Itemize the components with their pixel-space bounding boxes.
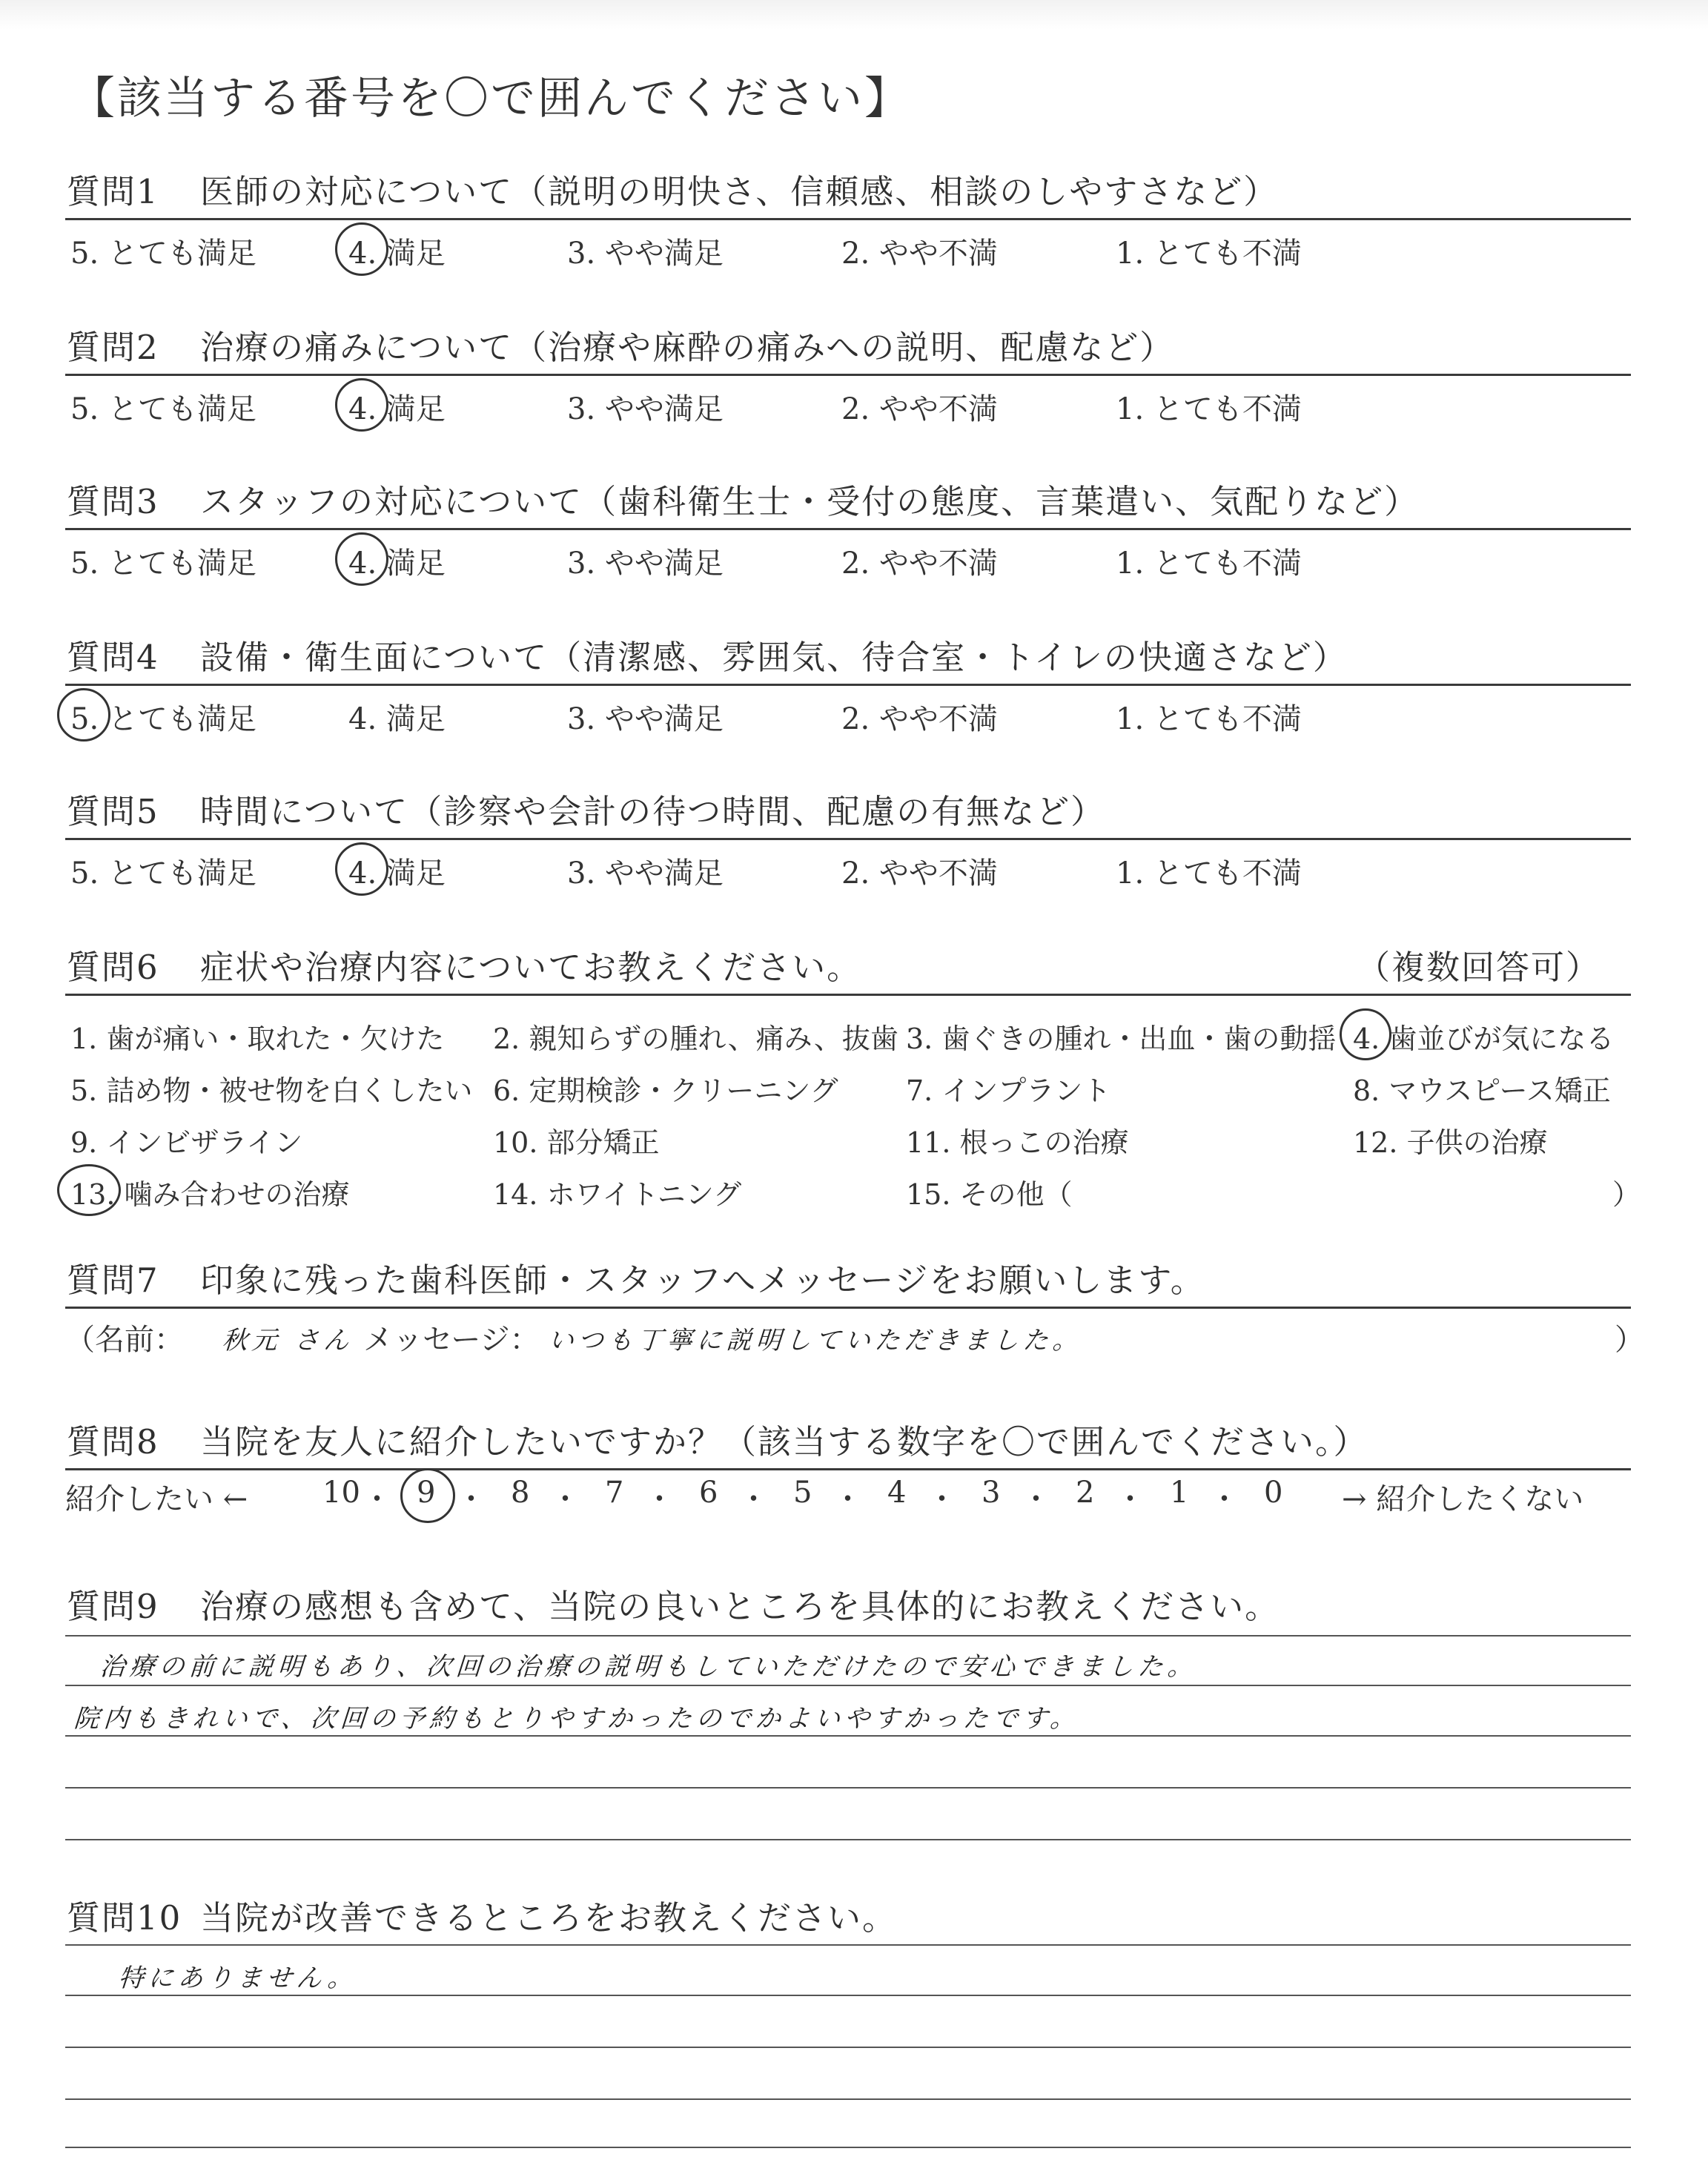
q8-right-label: → 紹介したくない bbox=[1342, 1482, 1584, 1516]
q5-text: 時間について（診察や会計の待つ時間、配慮の有無など） bbox=[200, 792, 1106, 831]
q3-option-2[interactable]: 2. やや不満 bbox=[841, 546, 998, 581]
q1-rule bbox=[65, 218, 1631, 220]
q6-option-13[interactable]: 13. 噛み合わせの治療 bbox=[70, 1178, 350, 1211]
q7-rule bbox=[65, 1307, 1631, 1309]
q8-scale-6[interactable]: 6 bbox=[699, 1476, 718, 1510]
q8-scale-separator: ・ bbox=[927, 1482, 957, 1516]
q7-name-label: （名前： bbox=[65, 1323, 184, 1357]
q6-option-8[interactable]: 8. マウスピース矯正 bbox=[1353, 1074, 1611, 1107]
q5-option-5[interactable]: 5. とても満足 bbox=[70, 856, 256, 891]
q3-selection-circle bbox=[335, 532, 388, 586]
q4-option-2[interactable]: 2. やや不満 bbox=[841, 702, 998, 736]
q1-number: 質問1 bbox=[67, 172, 159, 211]
q8-scale-2[interactable]: 2 bbox=[1076, 1476, 1095, 1510]
q4-selection-circle bbox=[57, 688, 110, 742]
q10-title bbox=[67, 1891, 897, 1939]
q7-message-label: メッセージ： bbox=[363, 1323, 540, 1357]
q5-number: 質問5 bbox=[67, 792, 159, 831]
q8-title bbox=[67, 1415, 1368, 1463]
q6-note: （複数回答可） bbox=[1357, 948, 1601, 987]
q5-option-2[interactable]: 2. やや不満 bbox=[841, 856, 998, 891]
q1-option-1[interactable]: 1. とても不満 bbox=[1116, 237, 1302, 271]
q8-scale-separator: ・ bbox=[738, 1482, 769, 1516]
q1-selection-circle bbox=[335, 222, 388, 276]
q10-text: 当院が改善できるところをお教えください。 bbox=[200, 1898, 898, 1938]
q6-option-15[interactable]: 15. その他（ bbox=[906, 1178, 1073, 1211]
q8-rule bbox=[65, 1468, 1631, 1470]
q2-text: 治療の痛みについて（治療や麻酔の痛みへの説明、配慮など） bbox=[200, 328, 1175, 367]
q8-scale-separator: ・ bbox=[644, 1482, 675, 1516]
q2-option-1[interactable]: 1. とても不満 bbox=[1116, 392, 1302, 426]
q5-option-4[interactable]: 4. 満足 bbox=[348, 856, 446, 891]
q2-option-4[interactable]: 4. 満足 bbox=[348, 392, 446, 426]
q10-line-1 bbox=[65, 1944, 1631, 1946]
q9-line-5 bbox=[65, 1839, 1631, 1840]
q3-number: 質問3 bbox=[67, 482, 159, 521]
q4-option-4[interactable]: 4. 満足 bbox=[348, 702, 446, 736]
q6-option-1[interactable]: 1. 歯が痛い・取れた・欠けた bbox=[70, 1023, 445, 1055]
q6-selection-circle bbox=[1340, 1008, 1391, 1060]
q6-option-12[interactable]: 12. 子供の治療 bbox=[1353, 1126, 1548, 1159]
q6-option-10[interactable]: 10. 部分矯正 bbox=[493, 1126, 660, 1159]
q2-option-5[interactable]: 5. とても満足 bbox=[70, 392, 256, 426]
q8-text: 当院を友人に紹介したいですか？（該当する数字を〇で囲んでください。） bbox=[200, 1422, 1368, 1462]
q9-title bbox=[67, 1579, 1280, 1628]
q9-line-1 bbox=[65, 1635, 1631, 1636]
q2-title bbox=[67, 320, 1174, 369]
q7-number: 質問7 bbox=[67, 1261, 159, 1300]
q10-line-4 bbox=[65, 2098, 1631, 2100]
q6-title bbox=[67, 940, 861, 988]
q5-option-3[interactable]: 3. やや満足 bbox=[567, 856, 724, 891]
q2-selection-circle bbox=[335, 378, 388, 432]
q6-selection-circle bbox=[57, 1164, 121, 1216]
q10-line-5 bbox=[65, 2147, 1631, 2148]
q2-option-2[interactable]: 2. やや不満 bbox=[841, 392, 998, 426]
q9-text: 治療の感想も含めて、当院の良いところを具体的にお教えください。 bbox=[200, 1587, 1280, 1626]
q6-option-7[interactable]: 7. インプラント bbox=[906, 1074, 1111, 1107]
q10-number: 質問10 bbox=[67, 1898, 182, 1938]
q1-option-2[interactable]: 2. やや不満 bbox=[841, 237, 998, 271]
q6-option-3[interactable]: 3. 歯ぐきの腫れ・出血・歯の動揺 bbox=[906, 1023, 1337, 1055]
q10-answer-line-1[interactable]: 特にありません。 bbox=[117, 1964, 359, 1993]
q1-text: 医師の対応について（説明の明快さ、信頼感、相談のしやすさなど） bbox=[200, 172, 1279, 211]
q6-option-6[interactable]: 6. 定期検診・クリーニング bbox=[493, 1074, 838, 1107]
q3-rule bbox=[65, 528, 1631, 530]
q1-option-5[interactable]: 5. とても満足 bbox=[70, 237, 256, 271]
q8-scale-separator: ・ bbox=[456, 1482, 486, 1516]
q3-title bbox=[67, 475, 1419, 523]
q2-number: 質問2 bbox=[67, 328, 159, 367]
q1-title bbox=[67, 165, 1278, 213]
q7-message-handwritten[interactable]: いつも丁寧に説明していただきました。 bbox=[547, 1326, 1084, 1355]
q1-option-4[interactable]: 4. 満足 bbox=[348, 237, 446, 271]
q5-selection-circle bbox=[335, 842, 388, 896]
q8-scale-7[interactable]: 7 bbox=[605, 1476, 624, 1510]
q5-title bbox=[67, 785, 1105, 833]
q7-title bbox=[67, 1253, 1205, 1301]
q8-left-label: 紹介したい ← bbox=[65, 1482, 248, 1516]
q4-option-1[interactable]: 1. とても不満 bbox=[1116, 702, 1302, 736]
scan-edge bbox=[0, 0, 1708, 30]
q6-option-4[interactable]: 4. 歯並びが気になる bbox=[1353, 1023, 1615, 1055]
q3-text: スタッフの対応について（歯科衛生士・受付の態度、言葉遣い、気配りなど） bbox=[200, 482, 1420, 521]
q6-other-close-paren: ） bbox=[1612, 1178, 1641, 1211]
q4-option-5[interactable]: 5. とても満足 bbox=[70, 702, 256, 736]
q9-line-4 bbox=[65, 1787, 1631, 1789]
q8-scale-separator: ・ bbox=[1209, 1482, 1239, 1516]
q6-text: 症状や治療内容についてお教えください。 bbox=[200, 948, 862, 987]
q8-scale-1[interactable]: 1 bbox=[1170, 1476, 1189, 1510]
q3-option-1[interactable]: 1. とても不満 bbox=[1116, 546, 1302, 581]
q8-scale-separator: ・ bbox=[1115, 1482, 1145, 1516]
q8-scale-0[interactable]: 0 bbox=[1264, 1476, 1283, 1510]
q8-scale-separator: ・ bbox=[1021, 1482, 1051, 1516]
q8-scale-4[interactable]: 4 bbox=[887, 1476, 907, 1510]
q9-line-3 bbox=[65, 1735, 1631, 1737]
q10-line-3 bbox=[65, 2047, 1631, 2048]
q6-option-11[interactable]: 11. 根っこの治療 bbox=[906, 1126, 1129, 1159]
q2-option-3[interactable]: 3. やや満足 bbox=[567, 392, 724, 426]
q6-option-9[interactable]: 9. インビザライン bbox=[70, 1126, 303, 1159]
q8-selection-circle bbox=[400, 1468, 455, 1523]
q7-name-handwritten[interactable]: 秋元 さん bbox=[221, 1326, 354, 1355]
q8-scale-5[interactable]: 5 bbox=[793, 1476, 812, 1510]
q3-option-4[interactable]: 4. 満足 bbox=[348, 546, 446, 581]
q3-option-5[interactable]: 5. とても満足 bbox=[70, 546, 256, 581]
q8-scale-10[interactable]: 10 bbox=[322, 1476, 360, 1510]
q8-scale-8[interactable]: 8 bbox=[511, 1476, 530, 1510]
q9-number: 質問9 bbox=[67, 1587, 159, 1626]
form-header: 【該当する番号を〇で囲んでください】 bbox=[70, 73, 911, 125]
q6-option-5[interactable]: 5. 詰め物・被せ物を白くしたい bbox=[70, 1074, 473, 1107]
q10-line-2 bbox=[65, 1995, 1631, 1996]
q9-answer-line-1[interactable]: 治療の前に説明もあり、次回の治療の説明もしていただけたので安心できました。 bbox=[99, 1652, 1199, 1682]
q7-close-paren: ） bbox=[1615, 1323, 1644, 1357]
q9-answer-line-2[interactable]: 院内もきれいで、次回の予約もとりやすかったのでかよいやすかったです。 bbox=[73, 1704, 1081, 1734]
q1-option-3[interactable]: 3. やや満足 bbox=[567, 237, 724, 271]
q6-option-14[interactable]: 14. ホワイトニング bbox=[493, 1178, 742, 1211]
q9-line-2 bbox=[65, 1685, 1631, 1686]
q2-rule bbox=[65, 374, 1631, 376]
q8-scale-separator: ・ bbox=[833, 1482, 863, 1516]
q4-option-3[interactable]: 3. やや満足 bbox=[567, 702, 724, 736]
q4-title bbox=[67, 630, 1348, 678]
q7-text: 印象に残った歯科医師・スタッフへメッセージをお願いします。 bbox=[200, 1261, 1205, 1300]
q5-rule bbox=[65, 838, 1631, 840]
q6-option-2[interactable]: 2. 親知らずの腫れ、痛み、抜歯 bbox=[493, 1023, 898, 1055]
q4-rule bbox=[65, 684, 1631, 686]
q3-option-3[interactable]: 3. やや満足 bbox=[567, 546, 724, 581]
q8-scale-separator: ・ bbox=[550, 1482, 580, 1516]
q4-text: 設備・衛生面について（清潔感、雰囲気、待合室・トイレの快適さなど） bbox=[200, 638, 1348, 677]
q6-number: 質問6 bbox=[67, 948, 159, 987]
q5-option-1[interactable]: 1. とても不満 bbox=[1116, 856, 1302, 891]
q8-scale-separator: ・ bbox=[362, 1482, 392, 1516]
q4-number: 質問4 bbox=[67, 638, 159, 677]
q8-scale-3[interactable]: 3 bbox=[982, 1476, 1001, 1510]
q6-rule bbox=[65, 994, 1631, 996]
q8-number: 質問8 bbox=[67, 1422, 159, 1462]
q8-scale-9[interactable]: 9 bbox=[417, 1476, 436, 1510]
